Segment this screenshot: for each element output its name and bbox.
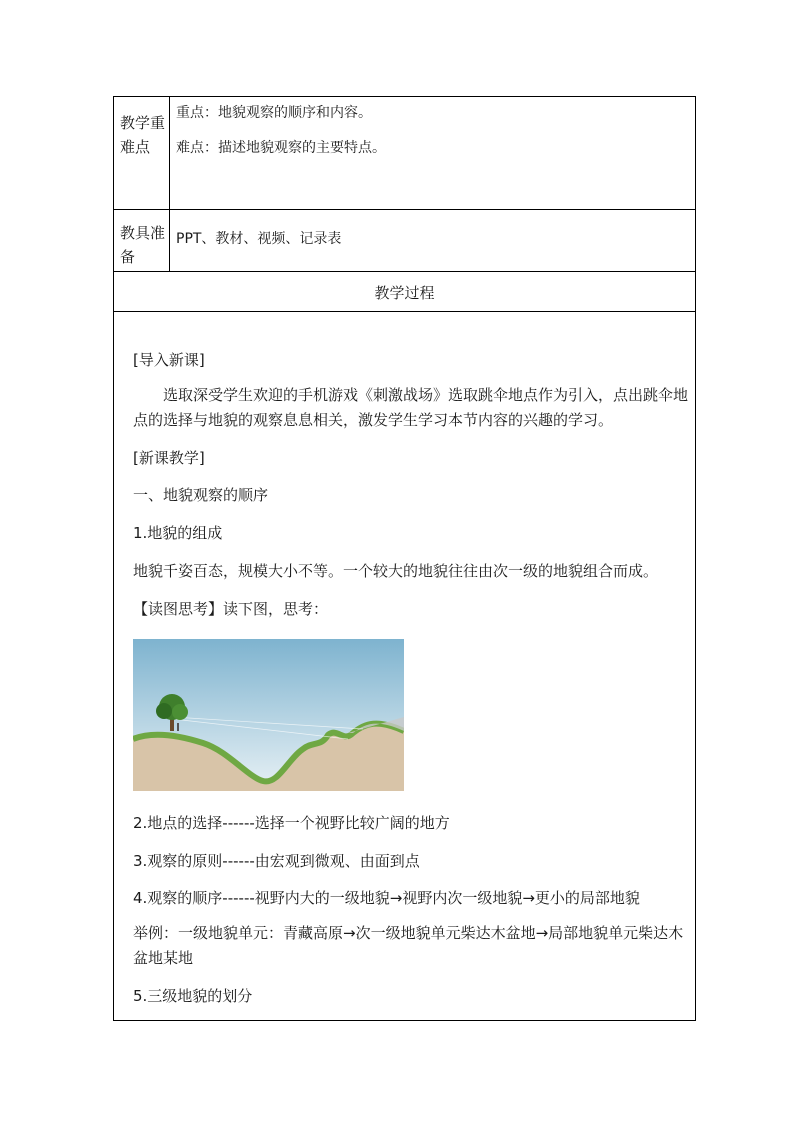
- focus-row: [114, 97, 695, 210]
- tree-crown: [156, 703, 172, 719]
- item-5: 5.三级地貌的划分: [133, 987, 253, 1005]
- tools-label: 教具准备: [114, 210, 170, 271]
- process-row: [114, 272, 695, 312]
- lesson-plan-table: [113, 96, 696, 1021]
- tools-text: PPT、教材、视频、记录表: [176, 231, 342, 247]
- section-heading: 一、地貌观察的顺序: [133, 486, 269, 504]
- reading-prompt: 【读图思考】读下图，思考：: [133, 600, 329, 618]
- example-text: 举例：一级地貌单元：青藏高原→次一级地貌单元柴达木盆地→局部地貌单元柴达木盆地某地: [133, 924, 684, 967]
- item-3: 3.观察的原则------由宏观到微观、由面到点: [133, 852, 420, 870]
- process-body: [114, 312, 695, 1020]
- tools-row: [114, 210, 695, 272]
- item-1-text: 地貌千姿百态，规模大小不等。一个较大的地貌往往由次一级的地貌组合而成。: [133, 562, 659, 580]
- process-title: 教学过程: [374, 284, 435, 302]
- difficult-point: 难点：描述地貌观察的主要特点。: [176, 140, 386, 156]
- observer: [177, 723, 179, 731]
- focus-content: [170, 97, 695, 209]
- focus-label: 教学重难点: [114, 97, 170, 209]
- tree-crown: [172, 704, 188, 720]
- landform-illustration: [133, 639, 404, 791]
- new-lesson-heading: [新课教学]: [133, 449, 205, 467]
- intro-heading: [导入新课]: [133, 351, 205, 369]
- item-4: 4.观察的顺序------视野内大的一级地貌→视野内次一级地貌→更小的局部地貌: [133, 889, 640, 907]
- item-1: 1.地貌的组成: [133, 524, 223, 542]
- item-2: 2.地点的选择------选择一个视野比较广阔的地方: [133, 814, 450, 832]
- intro-text: 选取深受学生欢迎的手机游戏《刺激战场》选取跳伞地点作为引入，点出跳伞地点的选择与地貌的观察息息相关，激发学生学习本节内容的兴趣的学习。: [133, 386, 689, 429]
- tools-content: [170, 210, 695, 271]
- key-point: 重点：地貌观察的顺序和内容。: [176, 105, 372, 121]
